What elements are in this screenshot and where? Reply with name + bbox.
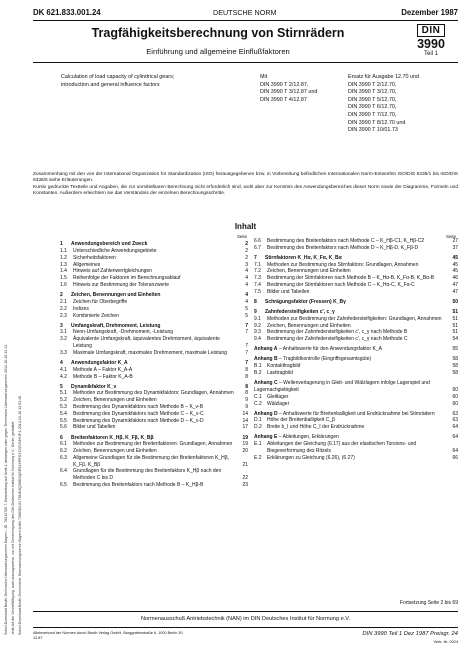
toc-entry-title: Methoden zur Bestimmung des Stirnfaktors: Grundlagen, Annahmen: [267, 261, 419, 268]
toc-entry-page: 60: [452, 393, 458, 400]
toc-entry-page: 60: [452, 386, 458, 393]
toc-entry-title: Bilder und Tabellen: [73, 424, 116, 431]
toc-entry: [60, 424, 248, 431]
toc-entry-title: Maximale Umfangskraft, maximales Drehmoment, maximale Leistung: [73, 349, 227, 356]
toc-entry: [60, 448, 248, 455]
footer-publisher-line: Alleinverkauf der Normen durch Beuth Verlag GmbH, Burggrafenstraße 6, 1000 Berlin 30: [33, 631, 183, 635]
subheader: [33, 68, 458, 180]
toc-entry-title: [254, 434, 458, 441]
toc-entry: [60, 374, 248, 381]
sidebar-margin-notes: [0, 40, 28, 640]
toc-entry: [60, 404, 248, 411]
toc-entry-page: 19: [242, 441, 248, 448]
toc-entry-page: 8: [245, 390, 248, 397]
toc-entry-number: 5.3: [60, 404, 67, 411]
toc-entry-page: 7: [245, 349, 248, 356]
toc-entry-title: Gleitlager: [267, 393, 289, 400]
toc-entry: [60, 241, 248, 248]
toc-entry-number: 1.6: [60, 282, 67, 289]
sidebar-line-2: Jede Art der Vervielfältigung, auch auszugsweise, nur mit Genehmigung des DIN Deutsches Institut für Normung e.V., Berlin, gestattet.: [11, 420, 15, 635]
toc-annex-label: Anhang C: [254, 380, 278, 387]
toc-entry-page: 23: [242, 482, 248, 489]
toc-entry-page: 66: [452, 454, 458, 461]
continuation-note: Fortsetzung Seite 2 bis 69: [399, 600, 458, 606]
toc-entry-number: 9.4: [254, 336, 261, 343]
toc-entry-page: 51: [452, 322, 458, 329]
toc-entry-title: Ableitungen der Gleichung (6.17) aus der elastischen Torsions- und Biegeverformung des Ritzels: [267, 441, 417, 454]
toc-title: Inhalt: [234, 222, 257, 231]
toc-annex-text: – Tragbildkontrolle (Eingriffsgesamtsgüte): [279, 356, 372, 363]
toc-entry-title: Bestimmung des Breitenfaktors nach Methode D – K_Hβ-D, K_Fβ-D: [267, 244, 419, 251]
toc-entry: [254, 441, 458, 455]
toc-entry-page: 58: [452, 370, 458, 377]
toc-left-column: [60, 238, 248, 489]
footer-edition: 12.87: [33, 636, 43, 640]
mit-item: DIN 3990 T 2/12.87,: [260, 81, 309, 88]
toc-entry-title: Methode B – Faktor K_A-B: [73, 373, 133, 380]
mit-item: DIN 3990 T 4/12.87: [260, 96, 307, 103]
page-footer: [33, 627, 458, 647]
document-subtitle: Einführung und allgemeine Einflußfaktoren: [146, 47, 290, 56]
toc-entry: [254, 346, 458, 353]
toc-entry-page: 5: [245, 312, 248, 319]
toc-entry-page: 5: [245, 305, 248, 312]
toc-entry-title: Anwendungsfaktor K_A: [71, 359, 128, 366]
toc-entry-page: 47: [452, 288, 458, 295]
toc-entry-page: 64: [452, 424, 458, 431]
toc-entry: [60, 482, 248, 489]
toc-entry-number: 7.2: [254, 268, 261, 275]
summary-paragraph: Zusammenhang mit den von der International Organization for Standardization (ISO) herausgegebenen bzw. in Vorbereitung befindlichen Internationalen Norm-Entwürfen ISO/DIS 6336/1 bis ISO/DIS 6336/5 siehe Erläuterungen.: [33, 172, 458, 184]
toc-entry-number: C.2: [254, 400, 262, 407]
toc-entry-number: 7.1: [254, 261, 261, 268]
toc-entry-title: Zeichen, Benennungen und Einheiten: [73, 397, 157, 404]
toc-entry-title: Lasttragbild: [267, 370, 293, 377]
toc-entry-title: Stirnfaktoren K_Hα, K_Fα, K_Bα: [265, 254, 342, 261]
toc-entry: [254, 455, 458, 462]
toc-entry-page: 2: [245, 254, 248, 261]
toc-entry-number: 5.5: [60, 417, 67, 424]
ersatz-item: DIN 3990 T 7/12.70,: [348, 111, 397, 118]
toc-right-column: [254, 238, 458, 461]
toc-entry: [254, 268, 458, 275]
toc-entry-title: Allgemeines: [73, 261, 101, 268]
toc-entry-number: 5.4: [60, 410, 67, 417]
toc-entry-number: 2: [60, 292, 63, 299]
toc-entry-number: 1.3: [60, 261, 67, 268]
toc-entry-page: 4: [245, 268, 248, 275]
toc-entry-title: Zeichen, Benennungen und Einheiten: [73, 448, 157, 455]
toc-entry-page: 51: [452, 329, 458, 336]
toc-entry: [60, 323, 248, 330]
toc-entry: [60, 275, 248, 282]
mit-label: Mit: [260, 74, 268, 80]
page-header: [33, 6, 458, 19]
toc-entry-title: Wälzlager: [267, 400, 290, 407]
toc-entry-number: 6.5: [60, 482, 67, 489]
toc-entry-number: D.1: [254, 417, 262, 424]
din-number: 3990: [417, 37, 445, 51]
toc-entry-title: Bestimmung der Zahnfedersteifigkeiten c', c_γ nach Methode B: [267, 329, 408, 336]
toc-entry-title: Kontakttragbild: [267, 363, 301, 370]
toc-entry-number: 1.2: [60, 254, 67, 261]
toc-entry-page: 37: [452, 244, 458, 251]
toc-entry: [254, 255, 458, 262]
toc-entry-page: 7: [245, 343, 248, 350]
toc-entry-title: Bestimmung des Dynamikfaktors nach Methode C – K_v-C: [73, 410, 204, 417]
toc-entry-page: 55: [452, 346, 458, 353]
summary-text: [33, 172, 458, 198]
toc-entry-title: Bestimmung der Stirnfaktoren nach Methode B – K_Hα-B, K_Fα-B, K_Bα-B: [267, 275, 435, 282]
toc-entry-number: 6.1: [60, 441, 67, 448]
toc-entry: [254, 316, 458, 323]
toc-entry-title: Hinweis auf Zahlenwertgleichungen: [73, 268, 152, 275]
toc-entry-title: Methoden zur Bestimmung der Zahnfedersteifigkeiten: Grundlagen, Annahmen: [267, 315, 442, 322]
toc-entry: [254, 417, 458, 424]
toc-entry: [60, 411, 248, 418]
summary-paragraph: Kursiv gedruckte Textteile und Angaben, die zur unmittelbaren Berechnung nicht erforderlich sind, wohl aber zur Kenntnis des Anwendungsbereiches dieser Norm sowie der Diagramme, Formeln und Konstanten. Außerdem erleichtern sie das Verständnis der einzelnen Berechnungsschritte.: [33, 184, 458, 197]
toc-entry-number: 2.3: [60, 312, 67, 319]
toc-entry-title: Bestimmung der Stirnfaktoren nach Methode C – K_Hα-C, K_Fα-C: [267, 282, 415, 289]
toc-entry-title: [254, 380, 458, 394]
toc-entry-title: Methoden zur Bestimmung des Dynamikfaktors: Grundlagen, Annahmen: [73, 390, 234, 397]
toc-entry-title: Breite b_I und Höhe C_I der Endrücknahme: [267, 424, 365, 431]
toc-entry-title: Schrägungsfaktor (Fressen) K_Bγ: [265, 298, 346, 305]
toc-entry-page: 17: [242, 424, 248, 431]
toc-entry: [254, 401, 458, 408]
toc-entry-number: 9.2: [254, 322, 261, 329]
toc-entry-number: C.1: [254, 393, 262, 400]
toc-entry-page: 51: [452, 315, 458, 322]
toc-entry: [254, 380, 458, 394]
toc-entry-page: 7: [245, 329, 248, 336]
toc-entry: [254, 424, 458, 431]
toc-entry-title: [254, 356, 458, 363]
toc-entry-number: E.2: [254, 454, 262, 461]
toc-entry-page: 45: [452, 254, 458, 261]
toc-entry-title: [254, 411, 458, 418]
toc-entry-page: 19: [242, 434, 248, 441]
toc-annex-text: – Wellenverlagerung in Gleit- und Wälzlagern infolge Lagerspiel und Lagernachgiebigkeit: [254, 380, 430, 393]
english-title-line: Calculation of load capacity of cylindrical gears;: [61, 74, 175, 80]
toc-entry-title: Methoden zur Bestimmung der Breitenfaktoren: Grundlagen, Annahmen: [73, 441, 233, 448]
toc-entry-number: 2.1: [60, 298, 67, 305]
toc-entry-page: 20: [242, 448, 248, 455]
toc-entry-number: 1.1: [60, 248, 67, 255]
footer-publisher: [33, 631, 253, 641]
toc-entry-page: 7: [245, 359, 248, 366]
toc-entry-page: 58: [452, 356, 458, 363]
toc-entry-number: D.2: [254, 424, 262, 431]
toc-entry-page: 51: [452, 309, 458, 316]
toc-entry-number: 2.2: [60, 305, 67, 312]
toc-entry-number: 9.3: [254, 329, 261, 336]
toc-entry-number: 7: [254, 254, 257, 261]
toc-entry-page: 14: [242, 417, 248, 424]
toc-entry: [60, 306, 248, 313]
toc-entry-page: 2: [245, 241, 248, 248]
toc-entry-number: 4: [60, 359, 63, 366]
title-box: [33, 20, 458, 63]
toc-entry-title: Zahnfedersteifigkeiten c', c_γ: [265, 309, 335, 316]
toc-entry-number: 9: [254, 309, 257, 316]
toc-entry-page: 9: [245, 397, 248, 404]
toc-entry-number: 3: [60, 322, 63, 329]
din-badge: [408, 24, 454, 58]
toc-entry-page: 45: [452, 268, 458, 275]
toc-entry-number: 5.2: [60, 397, 67, 404]
ersatz-item: DIN 3990 T 8/12.70 und: [348, 119, 406, 126]
toc-entry: [254, 370, 458, 377]
toc-entry-title: Anwendungsbereich und Zweck: [71, 241, 148, 248]
toc-entry: [60, 390, 248, 397]
toc-entry: [254, 299, 458, 306]
toc-entry-title: Bestimmung des Dynamikfaktors nach Methode B – K_v-B: [73, 404, 204, 411]
toc-entry-page: 8: [245, 366, 248, 373]
toc-entry: [254, 323, 458, 330]
toc-entry-page: 4: [245, 298, 248, 305]
toc-entry: [60, 248, 248, 255]
toc-entry: [254, 329, 458, 336]
toc-entry-title: Umfangskraft, Drehmoment, Leistung: [71, 322, 161, 329]
ersatz-item: DIN 3990 T 2/12.70,: [348, 81, 397, 88]
toc-entry-page: 14: [242, 410, 248, 417]
toc-entry-title: Dynamikfaktor K_v: [71, 383, 117, 390]
toc-annex-text: – Ableitungen, Erklärungen: [278, 434, 339, 441]
english-title-line: introduction and general influence factors: [61, 81, 160, 88]
toc-entry: [60, 384, 248, 391]
toc-entry-number: 3.1: [60, 329, 67, 336]
toc-annex-label: Anhang B: [254, 356, 278, 363]
toc-entry: [60, 299, 248, 306]
toc-entry-number: 1.5: [60, 275, 67, 282]
committee-line: Normenausschuß Antriebstechnik (NAN) im DIN Deutsches Institut für Normung e.V.: [33, 611, 458, 622]
toc-entry-page: 4: [245, 282, 248, 289]
toc-entry-page: 54: [452, 336, 458, 343]
toc-entry-title: Erklärungen zu Gleichung (6.26), (6.27): [267, 454, 355, 461]
toc-entry-number: B.1: [254, 363, 262, 370]
toc-entry: [254, 282, 458, 289]
english-title: [61, 74, 261, 89]
mit-item: DIN 3990 T 3/12.87 und: [260, 89, 318, 96]
toc-entry: [60, 435, 248, 442]
toc-annex-label: Anhang D: [254, 410, 278, 417]
toc-entry-title: Grundlagen für die Bestimmung des Breitenfaktors K_Hβ nach den Methoden C bis D: [73, 468, 222, 482]
toc-entry-number: E.1: [254, 441, 262, 448]
toc-entry-page: 8: [245, 373, 248, 380]
norm-type: DEUTSCHE NORM: [213, 8, 277, 17]
toc-entry: [60, 268, 248, 275]
toc-entry: [60, 292, 248, 299]
toc-entry-number: 7.4: [254, 282, 261, 289]
toc-entry: [60, 313, 248, 320]
footer-contract-number: Vertr.-Nr. 0024: [433, 640, 458, 644]
toc-entry-number: 4.1: [60, 366, 67, 373]
toc-entry-title: Unterschiedliche Anwendungsgebiete: [73, 248, 157, 255]
toc-entry-number: 1: [60, 241, 63, 248]
toc-entry-page: 4: [245, 275, 248, 282]
toc-entry-number: 6.6: [254, 238, 261, 244]
sidebar-line-1: Sofort-Download Beuth-Technische Uberwachungsverein Bayern - ID: 76012700 7. Bearbeitung auf Seite 1 deswegen oder gegen Technische Uberwachungsverein 2012-10-19 12 43: [4, 344, 8, 635]
toc-entry-title: Reihenfolge der Faktoren im Berechnungsablauf: [73, 275, 181, 282]
toc-entry-number: 5.6: [60, 424, 67, 431]
toc-entry-page: 3: [245, 261, 248, 268]
toc-entry: [60, 441, 248, 448]
issue-date: Dezember 1987: [401, 8, 458, 17]
toc-entry-number: 7.3: [254, 275, 261, 282]
toc-entry-title: Bilder und Tabellen: [267, 288, 310, 295]
toc-entry-title: Breitenfaktoren K_Hβ, K_Fβ, K_Bβ: [71, 434, 154, 441]
dk-number: DK 621.833.001.24: [33, 8, 101, 17]
toc-entry-number: 6.2: [60, 448, 67, 455]
toc-entry-title: Nenn-Umfangskraft, -Drehmoment, -Leistung: [73, 329, 174, 336]
toc-entry-number: 6: [60, 434, 63, 441]
toc-entry-number: B.2: [254, 370, 262, 377]
toc-entry: [254, 411, 458, 418]
toc-entry-page: 50: [452, 298, 458, 305]
toc-entry: [60, 255, 248, 262]
toc-entry: [60, 282, 248, 289]
toc-entry: [254, 363, 458, 370]
toc-entry: [60, 418, 248, 425]
ersatz-item: DIN 3990 T 10/01.73: [348, 127, 398, 134]
toc-entry-title: Indizes: [73, 305, 89, 312]
toc-entry-title: Hinweis zur Bestimmung der Toleranzwerte: [73, 282, 170, 289]
ersatz-label: Ersatz für Ausgabe 12.70 und: [348, 74, 420, 80]
toc-entry: [254, 238, 458, 245]
toc-entry-number: 1.4: [60, 268, 67, 275]
toc-annex-label: Anhang E: [254, 434, 278, 441]
toc-entry: [60, 455, 248, 469]
toc-entry: [60, 468, 248, 482]
toc-entry: [60, 360, 248, 367]
toc-entry-page: 4: [245, 292, 248, 299]
toc-entry-page: 46: [452, 275, 458, 282]
toc-entry-title: Zeichen für Oberbegriffe: [73, 298, 128, 305]
toc-entry-page: 9: [245, 404, 248, 411]
toc-entry-title: Bestimmung des Breitenfaktors nach Methode C – K_Hβ-C1, K_Hβ-C2: [267, 238, 425, 244]
toc-entry-title: Kombinierte Zeichen: [73, 312, 119, 319]
toc-entry-title: Methode A – Faktor K_A-A: [73, 366, 133, 373]
toc-entry-page: 8: [245, 383, 248, 390]
toc-entry-page: 47: [452, 282, 458, 289]
toc-entry-page: 45: [452, 261, 458, 268]
ersatz-item: DIN 3990 T 6/12.70,: [348, 104, 397, 111]
toc-entry: [60, 397, 248, 404]
ersatz-item: DIN 3990 T 3/12.70,: [348, 89, 397, 96]
toc-entry-title: Bestimmung des Breitenfaktors nach Methode B – K_Hβ-B: [73, 482, 204, 489]
toc-entry-page: 60: [452, 400, 458, 407]
toc-page-header-left: Seite: [237, 234, 248, 239]
toc-entry-number: 6.7: [254, 244, 261, 251]
toc-page-header-right: Seite: [446, 234, 457, 239]
footer-doc-id: DIN 3990 Teil 1 Dez 1987 Preisgr. 24: [362, 631, 458, 637]
toc-annex-text: – Anhaltswerte für den Anwendungsfaktor K_A: [278, 346, 382, 353]
toc-entry: [254, 394, 458, 401]
toc-entry: [60, 262, 248, 269]
toc-entry-number: 3.3: [60, 349, 67, 356]
toc-entry-page: 22: [242, 475, 248, 482]
related-standards: [260, 74, 348, 104]
toc-entry-title: Zeichen, Benennungen und Einheiten: [267, 322, 351, 329]
document-title: Tragfähigkeitsberechnung von Stirnrädern: [91, 26, 345, 40]
toc-entry-number: 6.4: [60, 468, 67, 475]
toc-entry-number: 8: [254, 298, 257, 305]
toc-entry-title: Allgemeine Grundlagen für die Bestimmung der Breitenfaktoren K_Hβ, K_Fβ, K_Bβ: [73, 454, 230, 468]
toc-entry-page: 58: [452, 363, 458, 370]
toc-entry-page: 27: [452, 238, 458, 244]
toc-entry-title: Zeichen, Benennungen und Einheiten: [267, 268, 351, 275]
toc-entry-number: 6.3: [60, 454, 67, 461]
toc-entry-title: Sicherheitsfaktoren: [73, 254, 116, 261]
din-logo: DIN: [417, 24, 445, 37]
toc-entry-number: 5: [60, 383, 63, 390]
toc-entry-number: 5.1: [60, 390, 67, 397]
toc-entry-title: Bestimmung der Zahnfedersteifigkeiten c', c_γ nach Methode C: [267, 336, 408, 343]
toc-entry: [254, 289, 458, 296]
toc-entry-number: 9.1: [254, 315, 261, 322]
toc-entry: [60, 336, 248, 350]
toc-entry-page: 64: [452, 434, 458, 441]
toc-entry-page: 21: [242, 461, 248, 468]
toc-entry-number: 4.2: [60, 373, 67, 380]
toc-entry: [254, 336, 458, 343]
toc-entry: [254, 262, 458, 269]
toc-entry: [254, 245, 458, 252]
sidebar-line-3: Sofort-Download-Beuth-Technischer Überwachungsverein Bayern-KdNr.7366383-ID.T8NE2Q3WB3QSR94XPRSYZ4GVNHUF.4-2013-10-16 13:51:48: [18, 395, 22, 635]
replaced-standards: [348, 74, 458, 135]
toc-entry: [254, 309, 458, 316]
toc-entry-title: Höhe der Breitenballigkeit C_β: [267, 417, 335, 424]
toc-entry-page: 64: [452, 447, 458, 454]
toc-entry-page: 63: [452, 410, 458, 417]
toc-annex-text: – Anhaltswerte für Breitenballigkeit und Endrücknahme bei Stirnrädern: [279, 410, 435, 417]
toc-entry-number: 7.5: [254, 288, 261, 295]
toc-entry: [254, 275, 458, 282]
toc-entry-title: [254, 346, 458, 353]
toc-entry: [60, 367, 248, 374]
toc-entry-title: Bestimmung des Dynamikfaktors nach Methode D – K_v-D: [73, 417, 204, 424]
toc-entry: [60, 350, 248, 357]
toc-entry: [254, 434, 458, 441]
toc-entry-number: 3.2: [60, 336, 67, 343]
toc-annex-label: Anhang A: [254, 346, 278, 353]
toc-entry-page: 2: [245, 248, 248, 255]
toc-entry-title: Äquivalente Umfangskraft, äquivalentes Drehmoment, äquivalente Leistung: [73, 336, 220, 350]
din-part: Teil 1: [423, 51, 438, 57]
toc-entry-title: Zeichen, Benennungen und Einheiten: [71, 292, 161, 299]
ersatz-item: DIN 3990 T 5/12.70,: [348, 96, 397, 103]
toc-entry: [254, 356, 458, 363]
toc-entry-page: 7: [245, 322, 248, 329]
toc-entry-page: 63: [452, 417, 458, 424]
